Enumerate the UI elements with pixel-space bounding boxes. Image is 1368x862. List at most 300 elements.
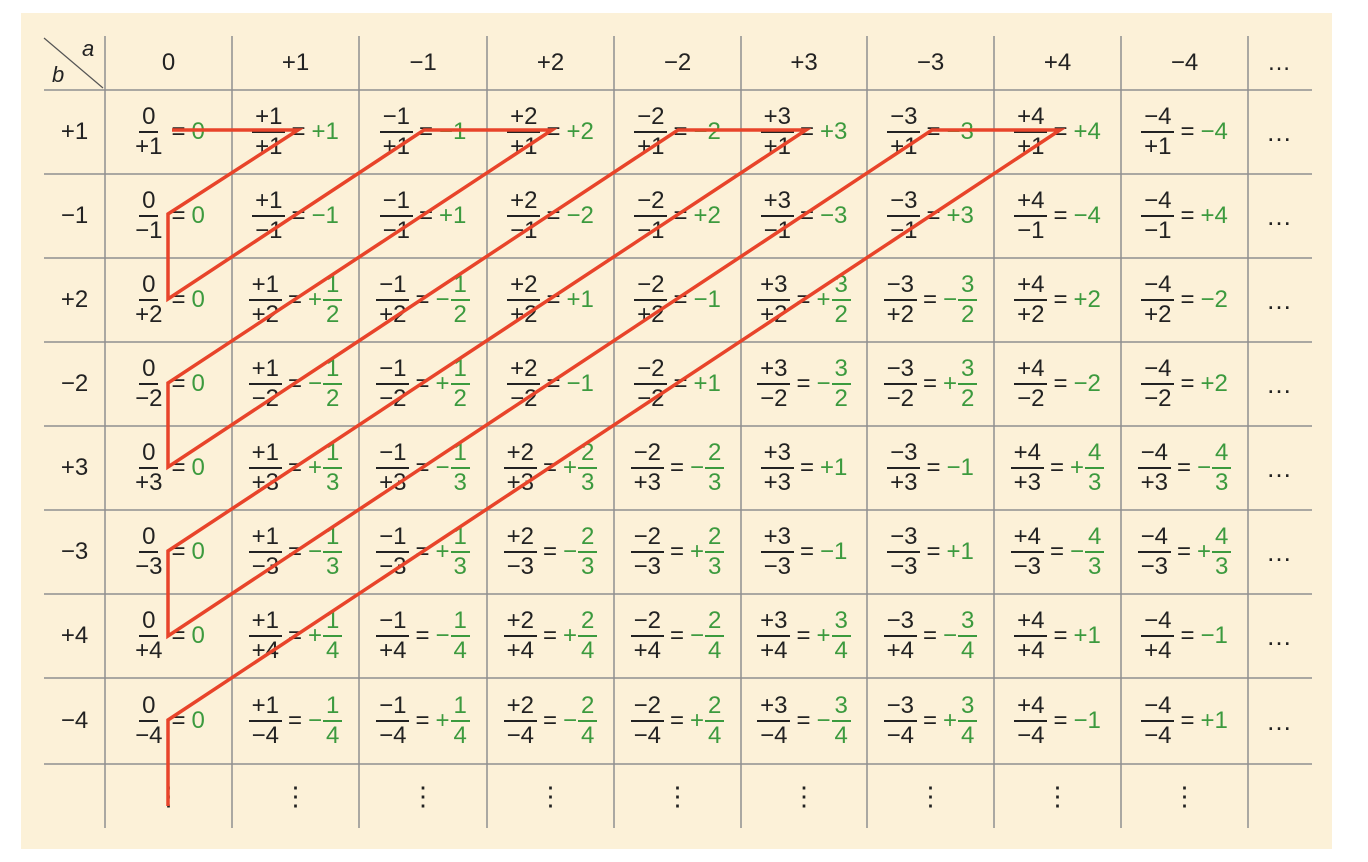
result-sign: − [690,454,705,481]
fraction-denominator: +3 [1140,469,1168,496]
equals-sign: = [669,707,684,734]
result-fraction-numerator: 3 [958,273,977,301]
fraction-denominator: −2 [251,385,279,412]
result-value: +4 [1073,118,1101,145]
fraction-denominator: −1 [255,217,283,244]
fraction-denominator: −1 [763,217,791,244]
equals-sign: = [291,202,306,229]
result-value: −1 [566,370,594,397]
result-fraction-numerator: 2 [578,694,597,722]
equals-sign: = [796,286,811,313]
equals-sign: = [669,538,684,565]
equals-sign: = [1180,707,1195,734]
result-fraction-numerator: 1 [323,525,342,553]
result-fraction-numerator: 2 [705,694,724,722]
equals-sign: = [418,202,433,229]
fraction-denominator: −3 [890,553,918,580]
result-sign: + [308,286,323,313]
equals-sign: = [1176,454,1191,481]
fraction-denominator: +4 [135,637,163,664]
equals-sign: = [171,202,186,229]
result-value: +1 [311,118,339,145]
equals-sign: = [1180,286,1195,313]
result-value: −3 [946,118,974,145]
result-value: +1 [439,202,467,229]
fraction-numerator: −3 [887,105,920,133]
result-fraction-numerator: 3 [832,357,851,385]
result-sign: + [690,538,705,565]
result-fraction-numerator: 1 [323,609,342,637]
equals-sign: = [415,454,430,481]
result-fraction-denominator: 3 [1215,553,1229,580]
result-fraction-numerator: 3 [832,273,851,301]
result-sign: − [308,370,323,397]
equals-sign: = [1053,707,1068,734]
result-fraction-denominator: 4 [708,722,722,749]
equals-sign: = [673,118,688,145]
equals-sign: = [1176,538,1191,565]
fraction-denominator: −2 [1144,385,1172,412]
equals-sign: = [415,370,430,397]
equals-sign: = [546,118,561,145]
result-value: −1 [693,286,721,313]
fraction-numerator: +1 [249,609,282,637]
equals-sign: = [287,286,302,313]
fraction-denominator: +2 [1017,301,1045,328]
result-fraction-denominator: 4 [326,722,340,749]
result-fraction-denominator: 3 [708,469,722,496]
equals-sign: = [1053,118,1068,145]
equals-sign: = [415,622,430,649]
fraction-numerator: −4 [1138,441,1171,469]
result-fraction-denominator: 2 [961,385,975,412]
result-value: −1 [820,538,848,565]
fraction-numerator: −4 [1141,273,1174,301]
fraction-numerator: +1 [249,525,282,553]
result-fraction-denominator: 4 [834,637,848,664]
equals-sign: = [926,454,941,481]
row-header-label: −2 [60,370,89,397]
fraction-denominator: +1 [1144,133,1172,160]
fraction-denominator: −1 [1144,217,1172,244]
result-sign: − [816,707,831,734]
fraction-numerator: +2 [504,694,537,722]
equals-sign: = [926,118,941,145]
equals-sign: = [1049,538,1064,565]
result-fraction-numerator: 3 [832,609,851,637]
ellipsis: … [1266,200,1292,231]
fraction-numerator: −4 [1141,357,1174,385]
fraction-denominator: −2 [886,385,914,412]
fraction-numerator: 0 [139,357,158,385]
result-sign: + [816,622,831,649]
result-fraction-numerator: 2 [578,525,597,553]
fraction-denominator: −4 [379,722,407,749]
fraction-numerator: −3 [887,189,920,217]
fraction-numerator: −2 [631,525,664,553]
equals-sign: = [171,707,186,734]
fraction-denominator: +1 [382,133,410,160]
column-header-label: −2 [663,49,692,76]
fraction-numerator: +2 [504,441,537,469]
result-fraction-denominator: 2 [326,385,340,412]
result-fraction-denominator: 3 [453,553,467,580]
ellipsis: … [1266,368,1292,399]
fraction-numerator: +3 [757,357,790,385]
row-header-label: −1 [60,202,89,229]
result-value: +4 [1200,202,1228,229]
equals-sign: = [542,538,557,565]
row-header-label: +3 [60,454,89,481]
result-sign: + [563,454,578,481]
result-sign: + [308,454,323,481]
result-fraction-numerator: 2 [578,441,597,469]
fraction-denominator: +2 [637,301,665,328]
fraction-denominator: −2 [1017,385,1045,412]
fraction-numerator: −3 [884,694,917,722]
ellipsis: … [1266,452,1292,483]
fraction-numerator: −4 [1138,525,1171,553]
equals-sign: = [796,370,811,397]
result-fraction-denominator: 3 [581,469,595,496]
fraction-numerator: +2 [507,273,540,301]
result-fraction-denominator: 3 [326,553,340,580]
result-value: 0 [191,622,205,649]
fraction-numerator: +3 [757,273,790,301]
vertical-ellipsis: ⋮ [1044,780,1071,811]
result-sign: − [435,622,450,649]
fraction-denominator: +2 [760,301,788,328]
fraction-numerator: +4 [1014,357,1047,385]
fraction-numerator: −1 [376,525,409,553]
result-sign: − [690,622,705,649]
fraction-numerator: +2 [504,525,537,553]
fraction-denominator: +2 [251,301,279,328]
result-value: −4 [1200,118,1228,145]
result-value: 0 [191,707,205,734]
equals-sign: = [171,622,186,649]
result-fraction-denominator: 2 [834,301,848,328]
fraction-denominator: −3 [1140,553,1168,580]
fraction-numerator: +3 [761,441,794,469]
result-sign: − [308,538,323,565]
result-sign: − [435,286,450,313]
result-fraction-numerator: 1 [323,441,342,469]
vertical-ellipsis: ⋮ [155,780,182,811]
result-value: −2 [693,118,721,145]
fraction-numerator: +3 [757,694,790,722]
equals-sign: = [926,202,941,229]
equals-sign: = [1180,202,1195,229]
equals-sign: = [922,622,937,649]
fraction-denominator: +3 [251,469,279,496]
fraction-denominator: +1 [763,133,791,160]
equals-sign: = [287,707,302,734]
equals-sign: = [546,202,561,229]
fraction-numerator: −3 [884,273,917,301]
fraction-denominator: +1 [135,133,163,160]
equals-sign: = [171,118,186,145]
fraction-numerator: −1 [376,441,409,469]
result-sign: + [1070,454,1085,481]
fraction-denominator: −3 [1013,553,1041,580]
result-fraction-denominator: 2 [834,385,848,412]
result-sign: + [435,538,450,565]
equals-sign: = [171,286,186,313]
fraction-numerator: +4 [1011,441,1044,469]
equals-sign: = [542,707,557,734]
result-value: 0 [191,454,205,481]
fraction-denominator: −4 [760,722,788,749]
result-sign: + [435,707,450,734]
result-fraction-numerator: 1 [451,609,470,637]
equals-sign: = [922,370,937,397]
result-fraction-denominator: 2 [326,301,340,328]
fraction-numerator: +4 [1011,525,1044,553]
result-fraction-denominator: 3 [708,553,722,580]
result-fraction-numerator: 4 [1212,525,1231,553]
equals-sign: = [669,454,684,481]
fraction-denominator: +4 [379,637,407,664]
vertical-ellipsis: ⋮ [282,780,309,811]
fraction-numerator: −4 [1141,694,1174,722]
fraction-numerator: 0 [139,105,158,133]
vertical-ellipsis: ⋮ [917,780,944,811]
result-fraction-denominator: 3 [1088,553,1102,580]
result-fraction-denominator: 4 [581,722,595,749]
result-value: +2 [693,202,721,229]
fraction-numerator: −2 [634,105,667,133]
result-sign: + [1197,538,1212,565]
result-fraction-numerator: 2 [705,441,724,469]
fraction-denominator: +1 [1017,133,1045,160]
fraction-denominator: −1 [1017,217,1045,244]
column-header-label: −1 [409,49,437,76]
fraction-denominator: −1 [637,217,665,244]
fraction-numerator: −4 [1141,189,1174,217]
equals-sign: = [669,622,684,649]
equals-sign: = [415,538,430,565]
fraction-numerator: +3 [757,609,790,637]
result-sign: + [943,370,958,397]
zigzag-path-line [168,130,1060,806]
fraction-numerator: +2 [507,189,540,217]
fraction-denominator: +3 [506,469,534,496]
fraction-denominator: −2 [379,385,407,412]
row-header-label: −3 [60,538,89,565]
fraction-numerator: −1 [376,609,409,637]
fraction-denominator: +3 [763,469,791,496]
vertical-ellipsis: ⋮ [410,780,436,811]
fraction-denominator: +3 [135,469,163,496]
equals-sign: = [1180,118,1195,145]
fraction-denominator: −3 [135,553,163,580]
fraction-numerator: +1 [249,441,282,469]
fraction-numerator: −1 [376,357,409,385]
fraction-denominator: −3 [763,553,791,580]
result-value: +3 [820,118,848,145]
fraction-numerator: +4 [1014,694,1047,722]
equals-sign: = [673,370,688,397]
corner-label-b: b [52,62,65,87]
equals-sign: = [1180,370,1195,397]
result-fraction-denominator: 4 [708,637,722,664]
fraction-numerator: −1 [376,694,409,722]
fraction-denominator: −3 [251,553,279,580]
result-value: +1 [946,538,974,565]
result-value: −2 [1200,286,1228,313]
result-value: 0 [191,118,205,145]
fraction-denominator: −1 [135,217,163,244]
result-fraction-denominator: 4 [326,637,340,664]
result-fraction-numerator: 4 [1212,441,1231,469]
result-sign: + [943,707,958,734]
fraction-denominator: −4 [135,722,163,749]
vertical-ellipsis: ⋮ [791,780,817,811]
fraction-numerator: +4 [1014,273,1047,301]
fraction-denominator: −3 [633,553,661,580]
ellipsis: … [1266,284,1292,315]
column-header-label: −3 [916,49,945,76]
fraction-denominator: −4 [1144,722,1172,749]
equals-sign: = [673,286,688,313]
result-value: 0 [191,370,205,397]
fraction-numerator: −4 [1141,609,1174,637]
equals-sign: = [1180,622,1195,649]
equals-sign: = [922,707,937,734]
result-value: −1 [1200,622,1228,649]
fraction-numerator: 0 [139,273,158,301]
fraction-numerator: +2 [504,609,537,637]
result-fraction-numerator: 2 [578,609,597,637]
fraction-denominator: −3 [506,553,534,580]
result-value: +1 [820,454,848,481]
equals-sign: = [171,538,186,565]
result-value: −3 [820,202,848,229]
fraction-numerator: +3 [761,189,794,217]
equals-sign: = [1049,454,1064,481]
fraction-numerator: −2 [631,694,664,722]
fraction-denominator: −1 [890,217,918,244]
result-sign: − [816,370,831,397]
result-value: +1 [566,286,594,313]
result-fraction-denominator: 4 [834,722,848,749]
fraction-denominator: +3 [1013,469,1041,496]
result-value: −1 [946,454,974,481]
result-fraction-denominator: 4 [961,722,975,749]
equals-sign: = [1053,370,1068,397]
fraction-denominator: +4 [1144,637,1172,664]
result-value: +1 [693,370,721,397]
equals-sign: = [799,202,814,229]
fraction-numerator: +3 [761,525,794,553]
column-header-label: +3 [790,49,818,76]
fraction-denominator: +4 [1017,637,1045,664]
result-fraction-denominator: 4 [453,637,467,664]
fraction-numerator: +2 [507,357,540,385]
result-fraction-denominator: 2 [961,301,975,328]
fraction-numerator: −2 [631,609,664,637]
result-fraction-numerator: 3 [958,609,977,637]
fraction-numerator: +1 [249,694,282,722]
result-value: 0 [191,538,205,565]
result-fraction-denominator: 4 [581,637,595,664]
result-sign: − [435,454,450,481]
result-fraction-denominator: 3 [581,553,595,580]
fraction-denominator: +2 [379,301,407,328]
equals-sign: = [287,622,302,649]
fraction-numerator: −4 [1141,105,1174,133]
result-fraction-denominator: 3 [453,469,467,496]
equals-sign: = [415,286,430,313]
result-fraction-numerator: 1 [323,694,342,722]
result-sign: + [308,622,323,649]
column-header-label: 0 [161,49,176,76]
result-fraction-numerator: 1 [323,357,342,385]
result-value: +1 [1200,707,1228,734]
fraction-numerator: −1 [376,273,409,301]
equals-sign: = [796,622,811,649]
result-fraction-numerator: 4 [1085,441,1104,469]
result-value: −1 [311,202,339,229]
vertical-ellipsis: ⋮ [1171,780,1198,811]
vertical-ellipsis: ⋮ [537,780,564,811]
equals-sign: = [287,454,302,481]
fraction-denominator: +3 [379,469,407,496]
column-header-label: … [1267,49,1291,76]
fraction-denominator: −4 [886,722,914,749]
result-fraction-denominator: 2 [453,301,467,328]
ellipsis: … [1266,705,1292,736]
equals-sign: = [287,538,302,565]
equals-sign: = [926,538,941,565]
equals-sign: = [418,118,433,145]
result-fraction-numerator: 1 [451,441,470,469]
result-value: 0 [191,286,205,313]
result-fraction-denominator: 4 [961,637,975,664]
fraction-numerator: 0 [139,694,158,722]
fraction-denominator: +4 [251,637,279,664]
fraction-denominator: +4 [886,637,914,664]
equals-sign: = [922,286,937,313]
equals-sign: = [1053,202,1068,229]
result-value: −1 [1073,707,1101,734]
fraction-denominator: −2 [135,385,163,412]
row-header-label: +2 [60,286,89,313]
fraction-denominator: +1 [255,133,283,160]
result-value: −2 [566,202,594,229]
fraction-denominator: +4 [506,637,534,664]
fraction-numerator: 0 [139,189,158,217]
equals-sign: = [1053,286,1068,313]
fraction-denominator: +1 [510,133,538,160]
column-header-label: +4 [1043,49,1072,76]
column-header-label: +2 [536,49,565,76]
result-fraction-denominator: 3 [1215,469,1229,496]
fraction-denominator: +1 [637,133,665,160]
result-sign: − [1197,454,1212,481]
result-sign: + [563,622,578,649]
equals-sign: = [796,707,811,734]
result-value: +1 [1073,622,1101,649]
ellipsis: … [1266,620,1292,651]
result-fraction-numerator: 1 [451,273,470,301]
fraction-numerator: −2 [634,357,667,385]
result-sign: − [308,707,323,734]
equals-sign: = [415,707,430,734]
result-sign: − [563,538,578,565]
ellipsis: … [1266,536,1292,567]
